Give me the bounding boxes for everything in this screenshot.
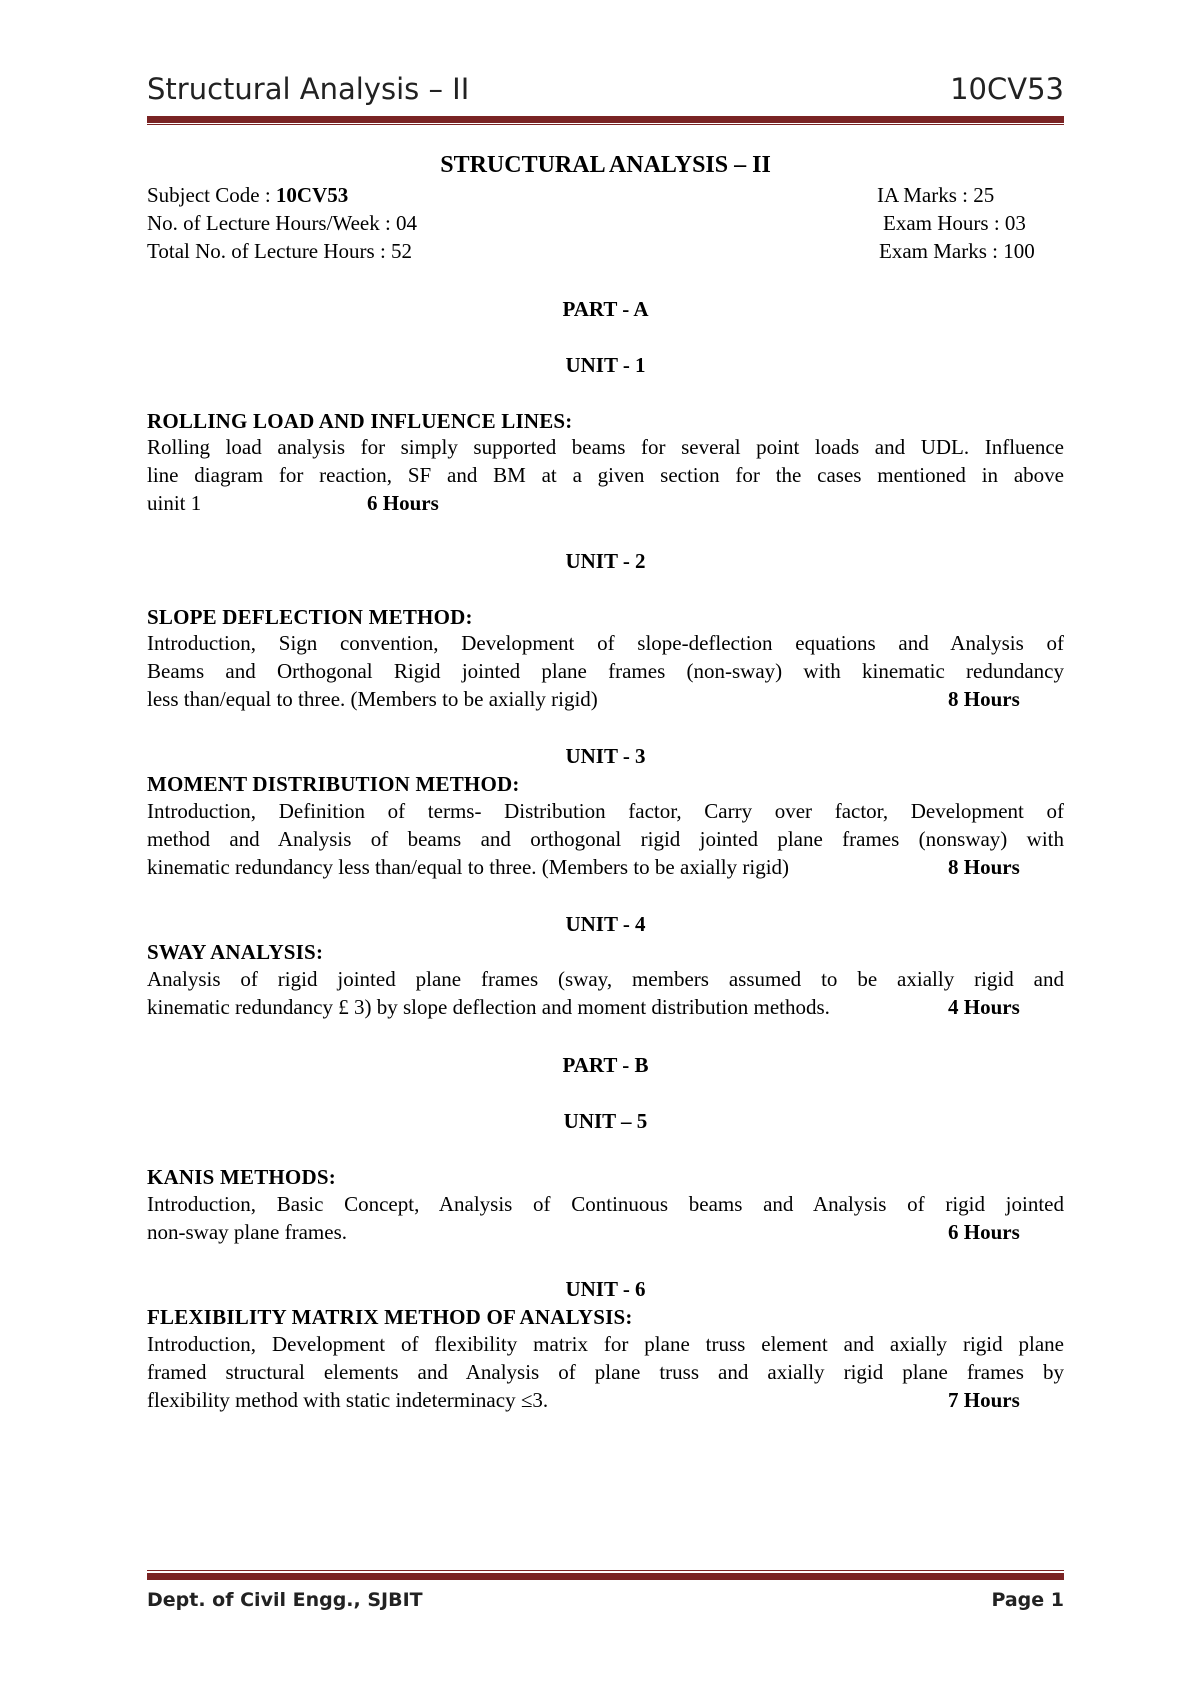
footer-rule (147, 1573, 1064, 1580)
unit-1-line-3: uinit 1 (147, 491, 202, 515)
unit-4-heading: UNIT - 4 (565, 912, 646, 936)
unit-3-hours: 8 Hours (948, 855, 1020, 879)
running-header (147, 72, 1064, 112)
unit-6-description (147, 1330, 1064, 1414)
unit-5-hours: 6 Hours (948, 1220, 1020, 1244)
unit-5-description (147, 1190, 1064, 1246)
unit-2-hours: 8 Hours (948, 687, 1020, 711)
unit-5-heading: UNIT – 5 (563, 1109, 648, 1133)
unit-3-heading: UNIT - 3 (565, 744, 646, 768)
unit-2-line-1: Introduction, Sign convention, Development of slope-deflection equations and Analysis of (147, 631, 1064, 655)
running-footer (147, 1589, 1064, 1619)
unit-1-hours: 6 Hours (367, 491, 439, 515)
subject-code (147, 183, 348, 208)
unit-2-heading: UNIT - 2 (565, 549, 646, 573)
unit-4-hours: 4 Hours (948, 995, 1020, 1019)
total-lecture-hours: Total No. of Lecture Hours : 52 (147, 239, 413, 263)
header-rule (147, 116, 1064, 123)
header-title: Structural Analysis – II (147, 72, 470, 106)
unit-6-line-2: framed structural elements and Analysis of plane truss and axially rigid plane frames by (147, 1360, 1064, 1384)
unit-3-line-3: kinematic redundancy less than/equal to three. (Members to be axially rigid) (147, 855, 790, 879)
unit-3-description (147, 797, 1064, 881)
unit-4-line-1: Analysis of rigid jointed plane frames (sway, members assumed to be axially rigid and (147, 967, 1064, 991)
unit-4-line-2: kinematic redundancy £ 3) by slope deflection and moment distribution methods. (147, 995, 830, 1019)
document-title: STRUCTURAL ANALYSIS – II (440, 152, 771, 178)
unit-1-heading: UNIT - 1 (565, 353, 646, 377)
lecture-hours-week: No. of Lecture Hours/Week : 04 (147, 211, 418, 235)
unit-4-title: SWAY ANALYSIS: (147, 940, 324, 964)
unit-6-line-3: flexibility method with static indeterminacy ≤3. (147, 1388, 549, 1412)
unit-2-title: SLOPE DEFLECTION METHOD: (147, 605, 473, 629)
unit-3-line-1: Introduction, Definition of terms- Distribution factor, Carry over factor, Development of (147, 799, 1064, 823)
unit-3-line-2: method and Analysis of beams and orthogonal rigid jointed plane frames (nonsway) with (147, 827, 1064, 851)
unit-3-title: MOMENT DISTRIBUTION METHOD: (147, 772, 520, 796)
footer-department: Dept. of Civil Engg., SJBIT (147, 1589, 423, 1611)
unit-4-description (147, 965, 1064, 1021)
exam-marks: Exam Marks : 100 (879, 239, 1035, 263)
unit-6-title: FLEXIBILITY MATRIX METHOD OF ANALYSIS: (147, 1305, 633, 1329)
ia-marks: IA Marks : 25 (877, 183, 995, 207)
info-row-2 (147, 211, 1064, 239)
unit-1-line-2: line diagram for reaction, SF and BM at a given section for the cases mentioned in above (147, 463, 1064, 487)
part-a-heading: PART - A (562, 297, 649, 321)
footer-page-number: Page 1 (991, 1589, 1064, 1611)
unit-6-hours: 7 Hours (948, 1388, 1020, 1412)
unit-1-title: ROLLING LOAD AND INFLUENCE LINES: (147, 409, 573, 433)
unit-5-title: KANIS METHODS: (147, 1165, 336, 1189)
unit-5-line-2: non-sway plane frames. (147, 1220, 348, 1244)
info-row-3 (147, 239, 1064, 267)
unit-6-heading: UNIT - 6 (565, 1277, 646, 1301)
unit-2-line-3: less than/equal to three. (Members to be axially rigid) (147, 687, 598, 711)
unit-6-line-1: Introduction, Development of flexibility matrix for plane truss element and axially rigid plane (147, 1332, 1064, 1356)
exam-hours: Exam Hours : 03 (883, 211, 1026, 235)
unit-2-line-2: Beams and Orthogonal Rigid jointed plane frames (non-sway) with kinematic redundancy (147, 659, 1064, 683)
unit-1-line-1: Rolling load analysis for simply supported beams for several point loads and UDL. Influence (147, 435, 1064, 459)
info-row-1 (147, 183, 1064, 211)
subject-code-label: Subject Code : (147, 183, 276, 207)
part-b-heading: PART - B (562, 1053, 649, 1077)
unit-1-description (147, 433, 1064, 517)
unit-5-line-1: Introduction, Basic Concept, Analysis of Continuous beams and Analysis of rigid jointed (147, 1192, 1064, 1216)
unit-2-description (147, 629, 1064, 713)
header-course-code: 10CV53 (950, 72, 1064, 106)
subject-code-value: 10CV53 (275, 183, 349, 207)
